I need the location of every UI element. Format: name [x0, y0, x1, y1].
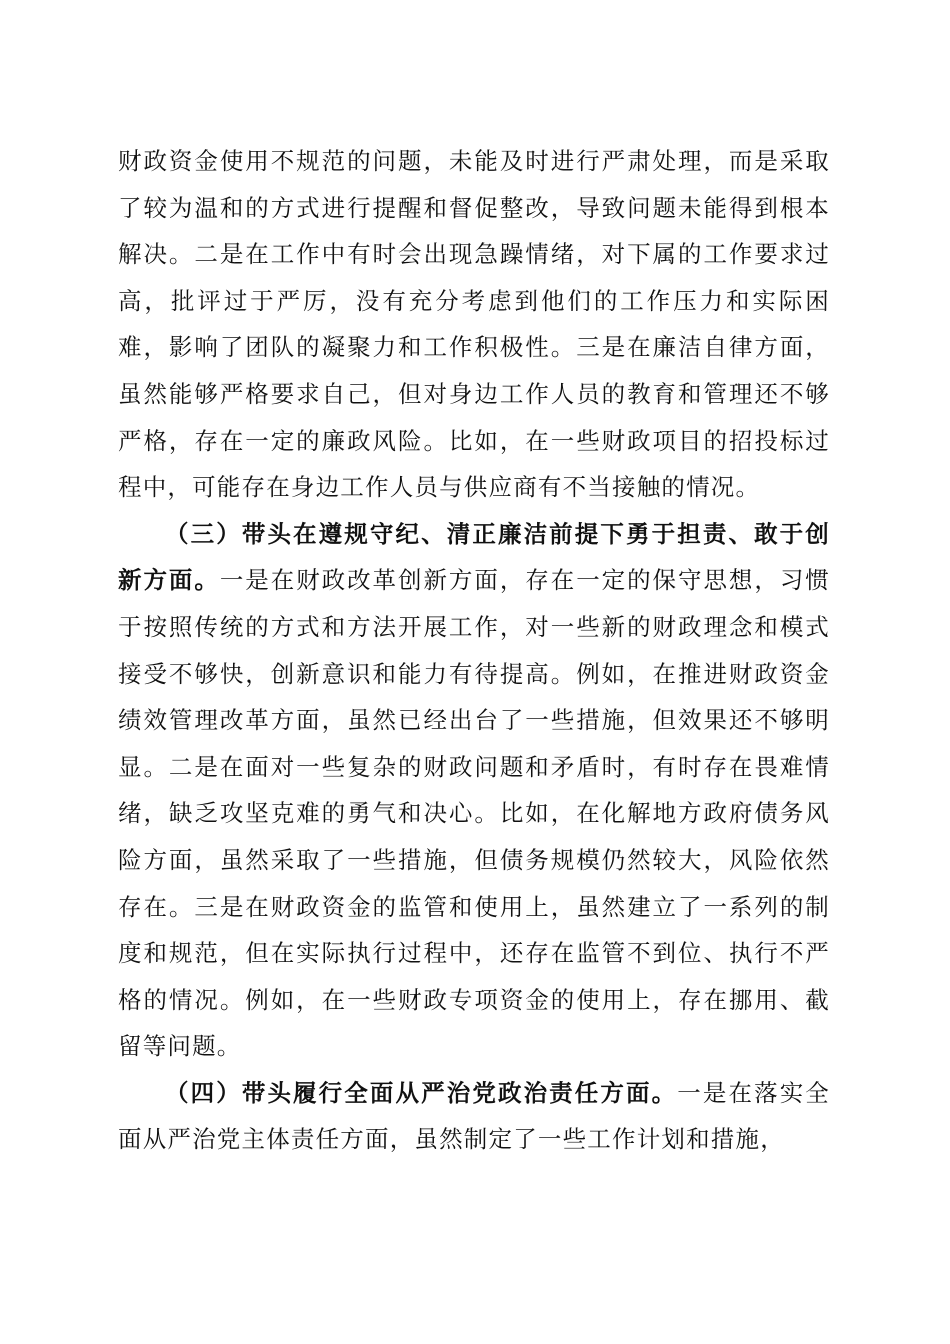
paragraph-continuation — [118, 138, 830, 511]
paragraph-text: 一是在落实全面从严治党主体责任方面，虽然制定了一些工作计划和措施， — [118, 1078, 831, 1154]
paragraph-section-3 — [118, 511, 830, 1070]
section-4-heading: （四）带头履行全面从严治党政治责任方面。 — [165, 1078, 678, 1107]
document-body — [118, 138, 830, 1163]
paragraph-section-4 — [118, 1070, 830, 1163]
paragraph-text: 财政资金使用不规范的问题，未能及时进行严肃处理，而是采取了较为温和的方式进行提醒和督促整改，导致问题未能得到根本解决。二是在工作中有时会出现急躁情绪，对下属的工作要求过高，批评过于严厉，没有充分考虑到他们的工作压力和实际困难，影响了团队的凝聚力和工作积极性。三是在廉洁自律方面，虽然能够严格要求自己，但对身边工作人员的教育和管理还不够严格，存在一定的廉政风险。比如，在一些财政项目的招投标过程中，可能存在身边工作人员与供应商有不当接触的情况。 — [118, 147, 830, 502]
section-3-heading: （三）带头在遵规守纪、清正廉洁前提下勇于担责、敢于创新方面。 — [118, 519, 830, 595]
paragraph-text: 一是在财政改革创新方面，存在一定的保守思想，习惯于按照传统的方式和方法开展工作，对一些新的财政理念和模式接受不够快，创新意识和能力有待提高。例如，在推进财政资金绩效管理改革方面，虽然已经出台了一些措施，但效果还不够明显。二是在面对一些复杂的财政问题和矛盾时，有时存在畏难情绪，缺乏攻坚克难的勇气和决心。比如，在化解地方政府债务风险方面，虽然采取了一些措施，但债务规模仍然较大，风险依然存在。三是在财政资金的监管和使用上，虽然建立了一系列的制度和规范，但在实际执行过程中，还存在监管不到位、执行不严格的情况。例如，在一些财政专项资金的使用上，存在挪用、截留等问题。 — [118, 566, 830, 1061]
